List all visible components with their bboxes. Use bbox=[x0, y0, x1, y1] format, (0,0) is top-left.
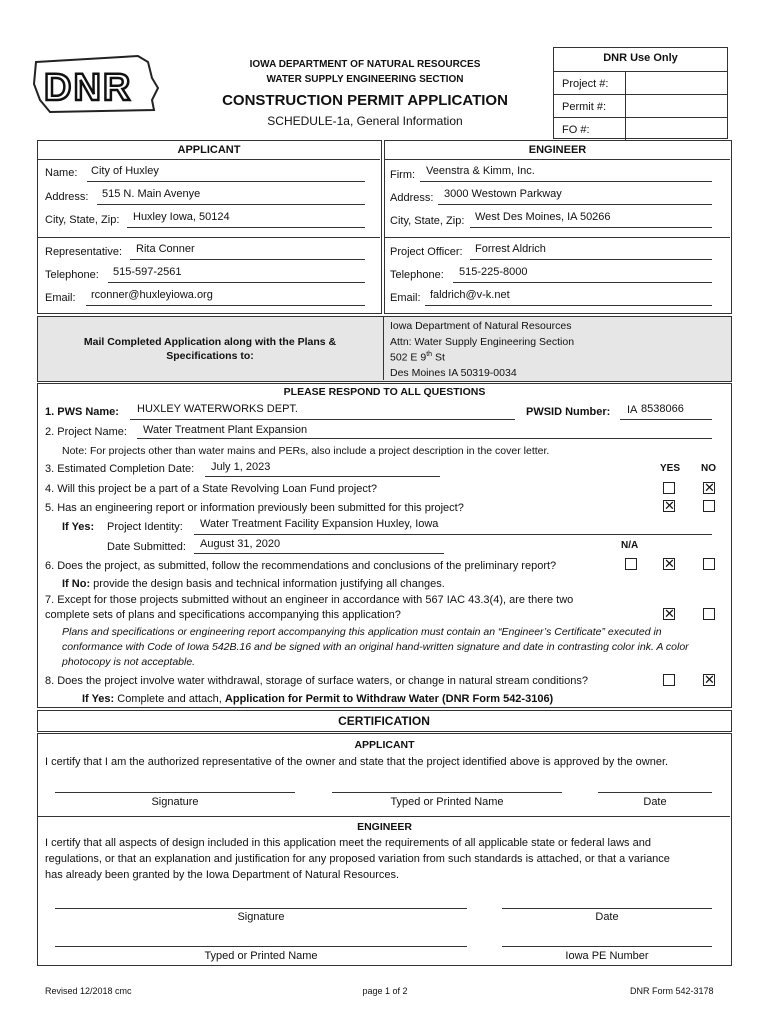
date-submitted-label: Date Submitted: bbox=[107, 541, 186, 553]
q7-note-line2: conformance with Code of Iowa 542B.16 and be signed with an original hand-written signature and date in contrasting color ink. A color bbox=[62, 641, 689, 653]
q8-yes-checkbox[interactable] bbox=[663, 674, 675, 686]
q7-text-line1: 7. Except for those projects submitted without an engineer in accordance with 567 IAC 43.3(4), are there two bbox=[45, 594, 574, 606]
pwsid-label: PWSID Number: bbox=[526, 406, 611, 418]
q7-note-line3: photocopy is not acceptable. bbox=[62, 656, 196, 668]
applicant-typed-name-label: Typed or Printed Name bbox=[390, 796, 504, 808]
engineer-tel-field[interactable]: 515-225-8000 bbox=[459, 266, 528, 278]
mail-address-line1: Iowa Department of Natural Resources bbox=[390, 320, 572, 332]
project-identity-field[interactable]: Water Treatment Facility Expansion Huxley, Iowa bbox=[200, 518, 439, 530]
engineer-address-label: Address: bbox=[390, 192, 434, 204]
agency-name: IOWA DEPARTMENT OF NATURAL RESOURCES bbox=[249, 59, 481, 70]
q5-if-yes-label: If Yes: bbox=[62, 521, 95, 533]
svg-text:DNR: DNR bbox=[44, 67, 133, 109]
engineer-officer-label: Project Officer: bbox=[390, 246, 463, 258]
applicant-name-label: Name: bbox=[45, 167, 78, 179]
q6-no-checkbox[interactable] bbox=[703, 558, 715, 570]
na-column-header: N/A bbox=[621, 540, 639, 551]
date-submitted-field[interactable]: August 31, 2020 bbox=[200, 538, 281, 550]
engineer-officer-field[interactable]: Forrest Aldrich bbox=[475, 243, 546, 255]
dnr-logo-icon bbox=[30, 48, 165, 118]
mail-address-line2: Attn: Water Supply Engineering Section bbox=[390, 336, 575, 348]
applicant-address-label: Address: bbox=[45, 191, 89, 203]
yes-column-header: YES bbox=[660, 463, 681, 474]
no-column-header: NO bbox=[701, 463, 716, 474]
q6-na-checkbox[interactable] bbox=[625, 558, 637, 570]
cert-engineer-text-line3: has already been granted by the Iowa Department of Natural Resources. bbox=[45, 869, 400, 881]
engineer-email-field[interactable]: faldrich@v-k.net bbox=[430, 289, 510, 301]
engineer-csz-field[interactable]: West Des Moines, IA 50266 bbox=[475, 211, 611, 223]
mail-section bbox=[37, 316, 732, 382]
q3-label: 3. Estimated Completion Date: bbox=[45, 463, 195, 475]
questions-heading: PLEASE RESPOND TO ALL QUESTIONS bbox=[283, 386, 486, 398]
applicant-tel-field[interactable]: 515-597-2561 bbox=[113, 266, 182, 278]
mail-address-line3: 502 E 9th St bbox=[390, 351, 445, 364]
q2-label: 2. Project Name: bbox=[45, 426, 127, 438]
q6-yes-checkbox[interactable]: ✕ bbox=[664, 556, 675, 571]
engineer-heading: ENGINEER bbox=[528, 144, 587, 156]
engineer-email-label: Email: bbox=[390, 292, 421, 304]
q7-note-line1: Plans and specifications or engineering report accompanying this application must contain an “Engineer’s Certificate” executed in bbox=[62, 626, 662, 638]
form-title: CONSTRUCTION PERMIT APPLICATION bbox=[222, 92, 508, 109]
applicant-tel-label: Telephone: bbox=[45, 269, 99, 281]
pwsid-field[interactable]: 8538066 bbox=[641, 403, 684, 415]
q7-yes-checkbox[interactable]: ✕ bbox=[664, 606, 675, 621]
q6-text: 6. Does the project, as submitted, follow the recommendations and conclusions of the preliminary report? bbox=[45, 560, 557, 572]
engineer-date-label: Date bbox=[595, 911, 619, 923]
applicant-csz-field[interactable]: Huxley Iowa, 50124 bbox=[133, 211, 230, 223]
engineer-csz-label: City, State, Zip: bbox=[390, 215, 465, 227]
q7-no-checkbox[interactable] bbox=[703, 608, 715, 620]
q8-no-checkbox[interactable]: ✕ bbox=[704, 672, 715, 687]
fo-number-label: FO #: bbox=[562, 124, 590, 136]
project-name-field[interactable]: Water Treatment Plant Expansion bbox=[143, 424, 308, 436]
mail-instruction-line1: Mail Completed Application along with the Plans & bbox=[83, 336, 337, 348]
engineer-tel-label: Telephone: bbox=[390, 269, 444, 281]
applicant-heading: APPLICANT bbox=[177, 144, 241, 156]
applicant-name-field[interactable]: City of Huxley bbox=[91, 165, 159, 177]
certification-heading: CERTIFICATION bbox=[338, 714, 430, 728]
pws-name-field[interactable]: HUXLEY WATERWORKS DEPT. bbox=[137, 403, 298, 415]
footer-form-number: DNR Form 542-3178 bbox=[630, 986, 714, 996]
form-subtitle: SCHEDULE-1a, General Information bbox=[267, 114, 463, 128]
completion-date-field[interactable]: July 1, 2023 bbox=[211, 461, 271, 473]
engineer-pe-number-label: Iowa PE Number bbox=[565, 950, 649, 962]
dnr-use-heading: DNR Use Only bbox=[603, 52, 678, 64]
dnr-logo bbox=[30, 48, 165, 118]
applicant-rep-label: Representative: bbox=[45, 246, 123, 258]
section-name: WATER SUPPLY ENGINEERING SECTION bbox=[266, 74, 464, 85]
engineer-firm-label: Firm: bbox=[390, 169, 416, 181]
applicant-csz-label: City, State, Zip: bbox=[45, 214, 120, 226]
q8-text: 8. Does the project involve water withdrawal, storage of surface waters, or change in natural stream conditions? bbox=[45, 675, 588, 687]
cert-applicant-heading: APPLICANT bbox=[354, 739, 415, 751]
mail-instruction-line2: Specifications to: bbox=[166, 350, 254, 362]
q4-no-checkbox[interactable]: ✕ bbox=[704, 480, 715, 495]
applicant-address-field[interactable]: 515 N. Main Avenye bbox=[102, 188, 201, 200]
project-number-label: Project #: bbox=[562, 78, 609, 90]
footer-revised: Revised 12/2018 cmc bbox=[45, 986, 132, 996]
dnr-use-only-box bbox=[553, 47, 728, 139]
engineer-firm-field[interactable]: Veenstra & Kimm, Inc. bbox=[426, 165, 535, 177]
q8-if-yes-note: If Yes: Complete and attach, Application for Permit to Withdraw Water (DNR Form 542-3106) bbox=[82, 693, 554, 705]
cert-engineer-heading: ENGINEER bbox=[357, 821, 412, 833]
applicant-email-label: Email: bbox=[45, 292, 76, 304]
cert-engineer-text-line2: regulations, or that an explanation and justification for any proposed variation from such standards is attached, or that a variance bbox=[45, 853, 670, 865]
engineer-signature-label: Signature bbox=[237, 911, 285, 923]
mail-address-line4: Des Moines IA 50319-0034 bbox=[390, 367, 517, 379]
q5-text: 5. Has an engineering report or information previously been submitted for this project? bbox=[45, 502, 464, 514]
applicant-signature-label: Signature bbox=[151, 796, 199, 808]
q1-label: 1. PWS Name: bbox=[45, 406, 119, 418]
q5-no-checkbox[interactable] bbox=[703, 500, 715, 512]
q4-yes-checkbox[interactable] bbox=[663, 482, 675, 494]
applicant-date-label: Date bbox=[643, 796, 667, 808]
q7-text-line2: complete sets of plans and specifications accompanying this application? bbox=[45, 609, 401, 621]
permit-number-label: Permit #: bbox=[562, 101, 607, 113]
cert-applicant-text: I certify that I am the authorized representative of the owner and state that the project identified above is approved by the owner. bbox=[45, 756, 669, 768]
cert-engineer-text-line1: I certify that all aspects of design included in this application meet the requirements of all applicable state or federal laws and bbox=[45, 837, 651, 849]
certification-heading-box bbox=[37, 710, 732, 732]
q6-if-no-note: If No: provide the design basis and technical information justifying all changes. bbox=[62, 578, 445, 590]
footer-page-number: page 1 of 2 bbox=[362, 986, 408, 996]
project-description-note: Note: For projects other than water mains and PERs, also include a project description in the cover letter. bbox=[62, 445, 550, 457]
engineer-typed-name-label: Typed or Printed Name bbox=[204, 950, 318, 962]
q5-yes-checkbox[interactable]: ✕ bbox=[664, 498, 675, 513]
pwsid-prefix: IA bbox=[627, 404, 638, 416]
project-identity-label: Project Identity: bbox=[107, 521, 183, 533]
q4-text: 4. Will this project be a part of a State Revolving Loan Fund project? bbox=[45, 483, 378, 495]
applicant-rep-field[interactable]: Rita Conner bbox=[136, 243, 195, 255]
applicant-email-field[interactable]: rconner@huxleyiowa.org bbox=[91, 289, 213, 301]
engineer-address-field[interactable]: 3000 Westown Parkway bbox=[444, 188, 562, 200]
